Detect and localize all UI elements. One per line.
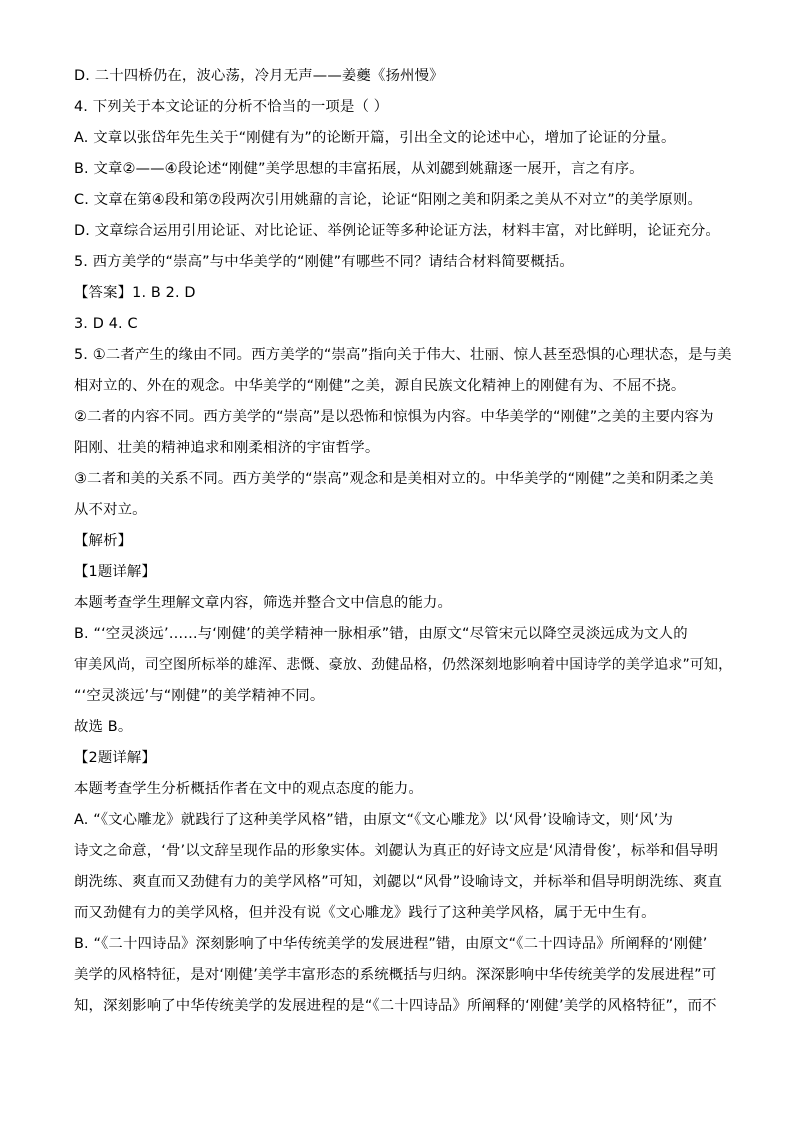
text-line: 诗文之命意，‘骨’以文辞呈现作品的形象实体。刘勰认为真正的好诗文应是‘风清骨俊’，标举和倡导明 [74, 843, 719, 859]
text-line: 朗洗练、爽直而又劲健有力的美学风格”可知，刘勰以“风骨”设喻诗文，并标举和倡导明朗洗练、爽直 [74, 874, 723, 890]
analysis-heading: 【解析】 [74, 533, 133, 549]
text-line: 本题考查学生理解文章内容，筛选并整合文中信息的能力。 [74, 595, 453, 611]
text-line: “‘空灵淡远’与“刚健”的美学精神不同。 [74, 688, 325, 704]
text-line: 4. 下列关于本文论证的分析不恰当的一项是（ ） [74, 99, 389, 115]
text-line: 本题考查学生分析概括作者在文中的观点态度的能力。 [74, 781, 423, 797]
text-line: 相对立的、外在的观念。中华美学的“刚健”之美，源自民族文化精神上的刚健有为、不屈不挠。 [74, 378, 686, 394]
text-line: 美学的风格特征，是对‘刚健’美学丰富形态的系统概括与归纳。深深影响中华传统美学的发展进程”可 [74, 967, 717, 983]
text-line: D. 文章综合运用引用论证、对比论证、举例论证等多种论证方法，材料丰富，对比鲜明，论证充分。 [74, 223, 720, 239]
text-line: B. 文章②——④段论述“刚健”美学思想的丰富拓展，从刘勰到姚鼐逐一展开，言之有序。 [74, 161, 644, 177]
text-line: 故选 B。 [74, 719, 133, 735]
text-line: 知，深刻影响了中华传统美学的发展进程的是“《二十四诗品》所阐释的‘刚健’美学的风格特征”，而不 [74, 998, 717, 1014]
text-line: 3. D 4. C [74, 316, 138, 332]
text-line: A. 文章以张岱年先生关于“刚健有为”的论断开篇，引出全文的论述中心，增加了论证的分量。 [74, 130, 676, 146]
text-line: C. 文章在第④段和第⑦段两次引用姚鼐的言论，论证“阳刚之美和阴柔之美从不对立”的美学原则。 [74, 192, 703, 208]
text-line: 5. 西方美学的“崇高”与中华美学的“刚健”有哪些不同？请结合材料简要概括。 [74, 254, 574, 270]
section-heading: 【1题详解】 [74, 564, 157, 580]
text-line: B. “《二十四诗品》深刻影响了中华传统美学的发展进程”错，由原文“《二十四诗品》所阐释的‘刚健’ [74, 936, 708, 952]
text-line: 5. ①二者产生的缘由不同。西方美学的“崇高”指向关于伟大、壮丽、惊人甚至恐惧的心理状态，是与美 [74, 347, 732, 363]
section-heading: 【2题详解】 [74, 750, 157, 766]
text-line: 审美风尚，司空图所标举的雄浑、悲慨、豪放、劲健品格，仍然深刻地影响着中国诗学的美学追求”可知， [74, 657, 733, 673]
text-line: B. “‘空灵淡远’……与‘刚健’的美学精神一脉相承”错，由原文“尽管宋元以降空灵淡远成为文人的 [74, 626, 688, 642]
text-line: ③二者和美的关系不同。西方美学的“崇高”观念和是美相对立的。中华美学的“刚健”之美和阴柔之美 [74, 471, 714, 487]
text-line: D. 二十四桥仍在，波心荡，冷月无声——姜夔《扬州慢》 [74, 68, 444, 84]
text-line: A. “《文心雕龙》就践行了这种美学风格”错，由原文“《文心雕龙》以‘风骨’设喻诗文，则‘风’为 [74, 812, 674, 828]
text-line: 从不对立。 [74, 502, 147, 518]
answer-heading: 【答案】1. B 2. D [74, 285, 196, 301]
text-line: 而又劲健有力的美学风格，但并没有说《文心雕龙》践行了这种美学风格，属于无中生有。 [74, 905, 656, 921]
text-line: 阳刚、壮美的精神追求和刚柔相济的宇宙哲学。 [74, 440, 380, 456]
text-line: ②二者的内容不同。西方美学的“崇高”是以恐怖和惊惧为内容。中华美学的“刚健”之美的主要内容为 [74, 409, 714, 425]
